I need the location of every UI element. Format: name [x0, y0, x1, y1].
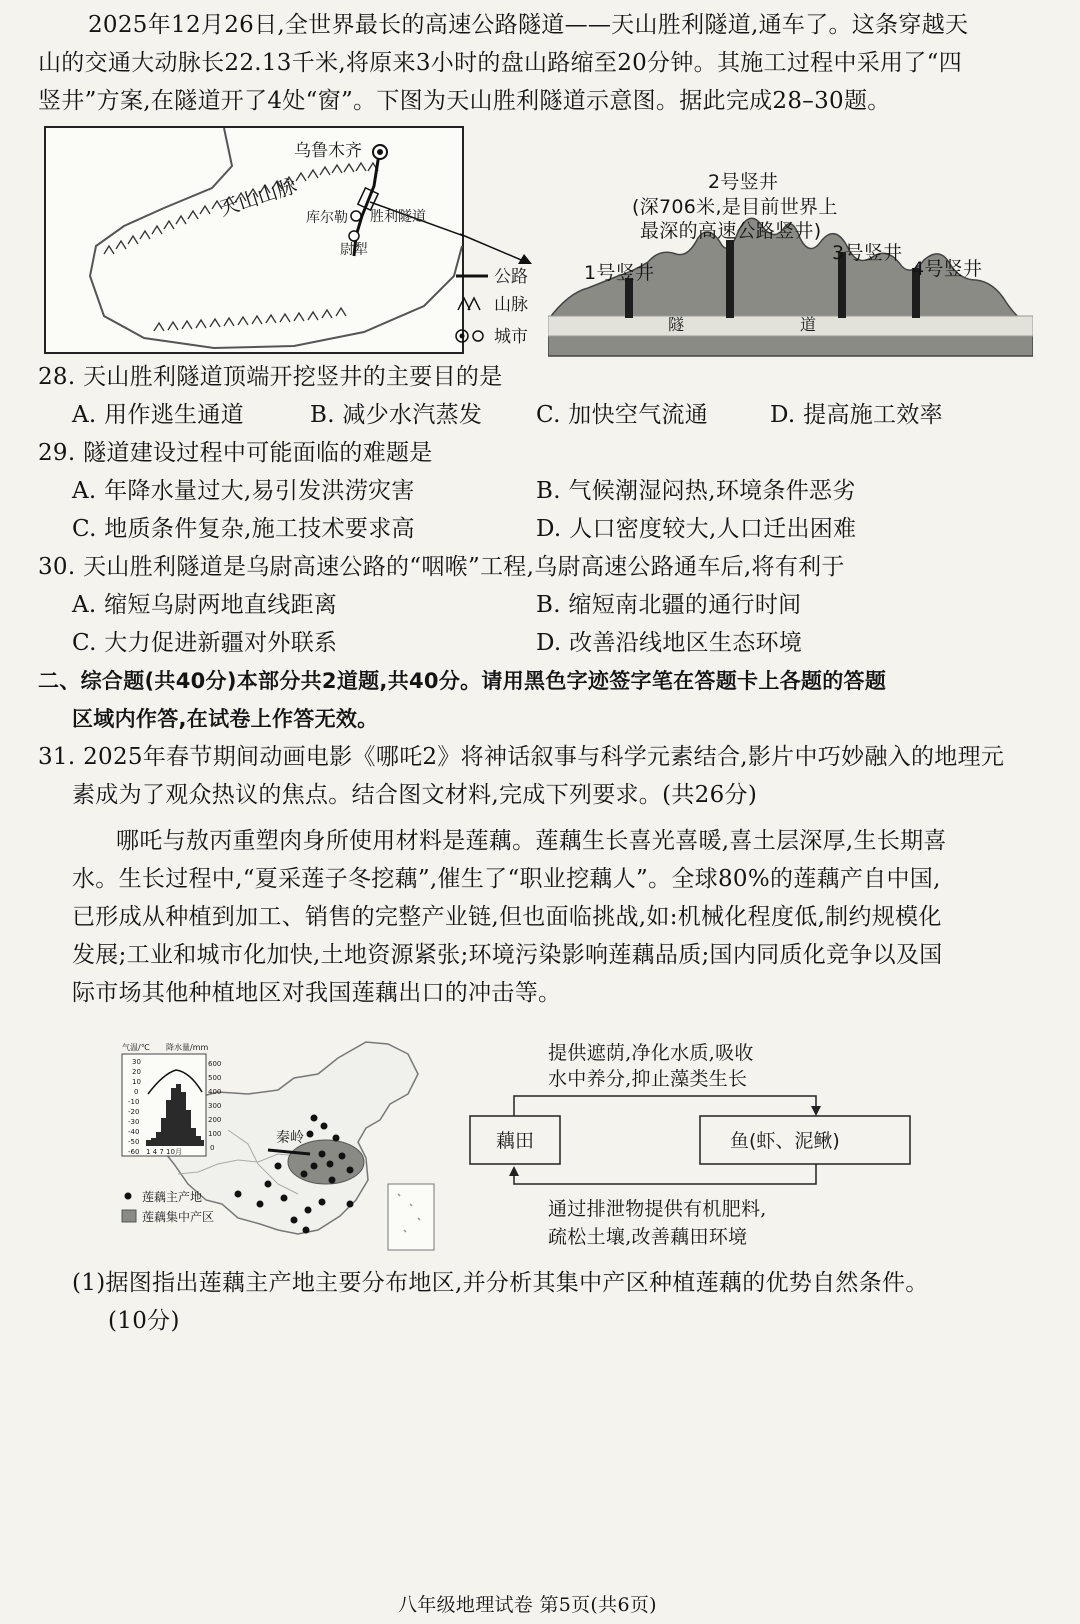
lotus-field-label: 藕田: [496, 1130, 535, 1152]
q28-option-a: A. 用作逃生通道: [72, 402, 244, 428]
precip-tick-6: 0: [210, 1144, 215, 1152]
bottom-arrow-head-icon: [509, 1166, 519, 1176]
temp-tick-6: -30: [128, 1118, 140, 1126]
lotus-concentrated-area: [288, 1140, 364, 1184]
temp-tick-3: 0: [134, 1088, 139, 1096]
section2-heading-2: 区域内作答,在试卷上作答无效。: [72, 707, 379, 731]
shaft1-label: 1号竖井: [584, 262, 655, 284]
q31-line-2: 素成为了观众热议的焦点。结合图文材料,完成下列要求。(共26分): [72, 782, 758, 808]
q30-option-d: D. 改善沿线地区生态环境: [536, 630, 803, 656]
lotus-china-map: [118, 1034, 448, 1264]
yuli-city-icon: [349, 231, 359, 241]
q30-option-b: B. 缩短南北疆的通行时间: [536, 592, 802, 618]
cycle-bottom-1: 通过排泄物提供有机肥料,: [548, 1198, 767, 1220]
temp-tick-7: -40: [128, 1128, 140, 1136]
top-arrow-line: [514, 1096, 816, 1116]
precip-tick-1: 500: [208, 1074, 222, 1082]
q30-option-a: A. 缩短乌尉两地直线距离: [72, 592, 338, 618]
shaft-2: [726, 240, 734, 318]
page-footer: 八年级地理试卷 第5页(共6页): [398, 1594, 657, 1616]
precip-tick-2: 400: [208, 1088, 222, 1096]
material-line-1: 哪吒与敖丙重塑肉身所使用材料是莲藕。莲藕生长喜光喜暖,喜土层深厚,生长期喜: [116, 828, 947, 854]
dot-legend-icon: [125, 1193, 132, 1200]
temp-tick-1: 20: [132, 1068, 141, 1076]
precip-tick-3: 300: [208, 1102, 222, 1110]
area-legend-icon: [122, 1210, 136, 1222]
legend-mountain: 山脉: [494, 295, 528, 315]
q28-option-c: C. 加快空气流通: [536, 402, 709, 428]
legend-city: 城市: [494, 327, 528, 347]
precip-tick-0: 600: [208, 1060, 222, 1068]
q31-line-1: 31. 2025年春节期间动画电影《哪吒2》将神话叙事与科学元素结合,影片中巧妙融入的地理元: [38, 744, 1005, 770]
legend-lotus-main: 莲藕主产地: [142, 1190, 203, 1204]
mountain-legend-icon: [458, 298, 480, 310]
sub1-line-1: (1)据图指出莲藕主产地主要分布地区,并分析其集中产区种植莲藕的优势自然条件。: [72, 1270, 929, 1296]
q30-option-c: C. 大力促进新疆对外联系: [72, 630, 338, 656]
climate-precip-header: 降水量/mm: [166, 1043, 209, 1052]
tunnel-band: [548, 316, 1033, 336]
section2-heading-1: 二、综合题(共40分)本部分共2道题,共40分。请用黑色字迹签字笔在答题卡上各题的答题: [38, 669, 887, 693]
q29-option-d: D. 人口密度较大,人口迁出困难: [536, 516, 857, 542]
top-arrow-head-icon: [811, 1106, 821, 1116]
material-line-5: 际市场其他种植地区对我国莲藕出口的冲击等。: [72, 980, 562, 1006]
bottom-arrow-line: [514, 1164, 816, 1184]
shaft4-label: 4号竖井: [912, 258, 983, 280]
map-legend: [454, 262, 540, 352]
urumqi-label: 乌鲁木齐: [294, 141, 362, 161]
tianshan-label: 天山山脉: [216, 173, 300, 221]
sub1-line-2: (10分): [108, 1308, 180, 1334]
temp-tick-5: -20: [128, 1108, 140, 1116]
q30-stem: 30. 天山胜利隧道是乌尉高速公路的“咽喉”工程,乌尉高速公路通车后,将有利于: [38, 554, 845, 580]
korla-label: 库尔勒: [306, 210, 348, 226]
intro-line-1: 2025年12月26日,全世界最长的高速公路隧道——天山胜利隧道,通车了。这条穿越天: [88, 12, 969, 38]
qinling-label: 秦岭: [276, 1130, 304, 1146]
climate-temp-header: 气温/℃: [122, 1043, 150, 1052]
shaft2-note-2: 最深的高速公路竖井): [640, 220, 822, 242]
q28-option-b: B. 减少水汽蒸发: [310, 402, 483, 428]
legend-road: 公路: [494, 267, 528, 287]
material-line-4: 发展;工业和城市化加快,土地资源紧张;环境污染影响莲藕品质;国内同质化竞争以及国: [72, 942, 943, 968]
shaft3-label: 3号竖井: [832, 242, 903, 264]
temp-tick-0: 30: [132, 1058, 141, 1066]
q29-option-b: B. 气候潮湿闷热,环境条件恶劣: [536, 478, 856, 504]
intro-line-2: 山的交通大动脉长22.13千米,将原来3小时的盘山路缩至20分钟。其施工过程中采用了“四: [38, 50, 963, 76]
temp-tick-4: -10: [128, 1098, 140, 1106]
korla-city-icon: [351, 211, 361, 221]
tunnel-char-1: 隧: [668, 315, 685, 334]
yuli-label: 尉犁: [340, 242, 368, 258]
cycle-top-2: 水中养分,抑止藻类生长: [548, 1068, 748, 1090]
material-line-3: 已形成从种植到加工、销售的完整产业链,但也面临挑战,如:机械化程度低,制约规模化: [72, 904, 942, 930]
material-line-2: 水。生长过程中,“夏采莲子冬挖藕”,催生了“职业挖藕人”。全球80%的莲藕产自中国,: [72, 866, 941, 892]
month-ticks: 1 4 7 10月: [146, 1148, 182, 1156]
south-sea-inset: [388, 1184, 434, 1250]
q29-stem: 29. 隧道建设过程中可能面临的难题是: [38, 440, 433, 466]
temp-tick-8: -50: [128, 1138, 140, 1146]
intro-line-3: 竖井”方案,在隧道开了4处“窗”。下图为天山胜利隧道示意图。据此完成28–30题。: [38, 88, 891, 114]
q29-option-a: A. 年降水量过大,易引发洪涝灾害: [72, 478, 415, 504]
q28-stem: 28. 天山胜利隧道顶端开挖竖井的主要目的是: [38, 364, 503, 390]
tunnel-char-2: 道: [800, 315, 817, 334]
temp-tick-2: 10: [132, 1078, 141, 1086]
tianshan-map: [44, 126, 464, 354]
shaft2-title: 2号竖井: [708, 171, 779, 193]
q28-option-d: D. 提高施工效率: [770, 402, 943, 428]
precip-tick-4: 200: [208, 1116, 222, 1124]
cycle-top-1: 提供遮荫,净化水质,吸收: [548, 1042, 754, 1064]
tunnel-label: 胜利隧道: [370, 209, 426, 225]
temp-tick-9: -60: [128, 1148, 140, 1156]
cycle-bottom-2: 疏松土壤,改善藕田环境: [548, 1226, 748, 1248]
legend-lotus-area: 莲藕集中产区: [142, 1210, 215, 1224]
precip-tick-5: 100: [208, 1130, 222, 1138]
shaft2-note-1: (深706米,是目前世界上: [632, 196, 838, 218]
fish-label: 鱼(虾、泥鳅): [730, 1130, 840, 1152]
q29-option-c: C. 地质条件复杂,施工技术要求高: [72, 516, 415, 542]
